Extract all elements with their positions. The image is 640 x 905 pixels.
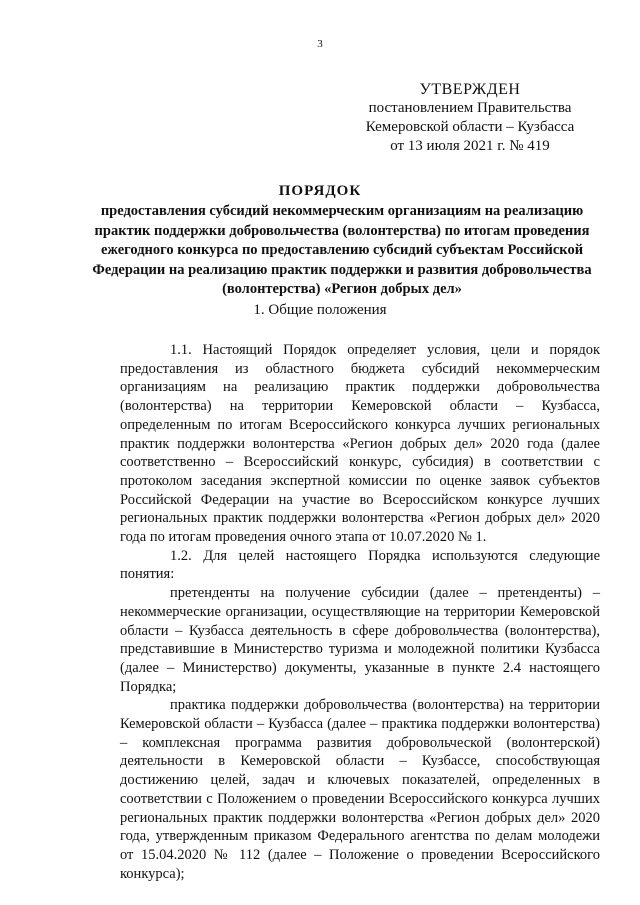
paragraph-1-2: 1.2. Для целей настоящего Порядка используются следующие понятия: bbox=[120, 547, 600, 583]
document-subtitle: предоставления субсидий некоммерческим организациям на реализацию практик поддержки добровольчества (волонтерства) по итогам проведения ежегодного конкурса по предоставлению субсидий субъектам Российской Федерации на реализацию практик поддержки и развития добровольчества (волонтерства) «Регион добрых дел» bbox=[92, 203, 592, 297]
definition-applicants: претенденты на получение субсидии (далее – претенденты) – некоммерческие организации, осуществляющие на территории Кемеровской области – Кузбасса деятельность в сфере добровольчества (волонтерства), представившие в Министерство туризма и молодежной политики Кузбасса (далее – Министерство) документы, указанные в пункте 2.4 настоящего Порядка; bbox=[120, 585, 600, 695]
definition-volunteer-practice: практика поддержки добровольчества (волонтерства) на территории Кемеровской области – Кузбасса (далее – практика поддержки волонтерства) – комплексная программа развития добровольческой (волонтерской) деятельности в Кемеровской области – Кузбассе, способствующая достижению целей, задач и ключевых показателей, определенных в соответствии с Положением о проведении Всероссийского конкурса лучших региональных практик поддержки волонтерства «Регион добрых дел» 2020 года, утвержденным приказом Федерального агентства по делам молодежи от 15.04.2020 № 112 (далее – Положение о проведении Всероссийского конкурса); bbox=[120, 697, 600, 882]
page-number: 3 bbox=[317, 38, 323, 50]
approval-line-region: Кемеровской области – Кузбасса bbox=[365, 119, 575, 135]
approval-line-decree: постановлением Правительства bbox=[368, 100, 572, 116]
approval-title: УТВЕРЖДЕН bbox=[419, 81, 521, 98]
approval-block bbox=[350, 80, 590, 156]
body-text bbox=[120, 341, 600, 883]
paragraph-1-1: 1.1. Настоящий Порядок определяет условия, цели и порядок предоставления из областного бюджета субсидий некоммерческим организациям на реализацию практик поддержки добровольчества (волонтерства) на территории Кемеровской области – Кузбасса, определенным по итогам Всероссийского конкурса лучших региональных практик поддержки волонтерства «Регион добрых дел» 2020 года (далее соответственно – Всероссийский конкурс, субсидия) в соответствии с протоколом заседания экспертной комиссии по оценке заявок субъектов Российской Федерации на участие во Всероссийском конкурсе лучших региональных практик поддержки волонтерства «Регион добрых дел» 2020 года по итогам проведения очного этапа от 10.07.2020 № 1. bbox=[120, 342, 600, 546]
section-heading: 1. Общие положения bbox=[253, 302, 387, 318]
approval-line-date: от 13 июля 2021 г. № 419 bbox=[390, 138, 550, 154]
document-title: ПОРЯДОК bbox=[278, 183, 362, 199]
